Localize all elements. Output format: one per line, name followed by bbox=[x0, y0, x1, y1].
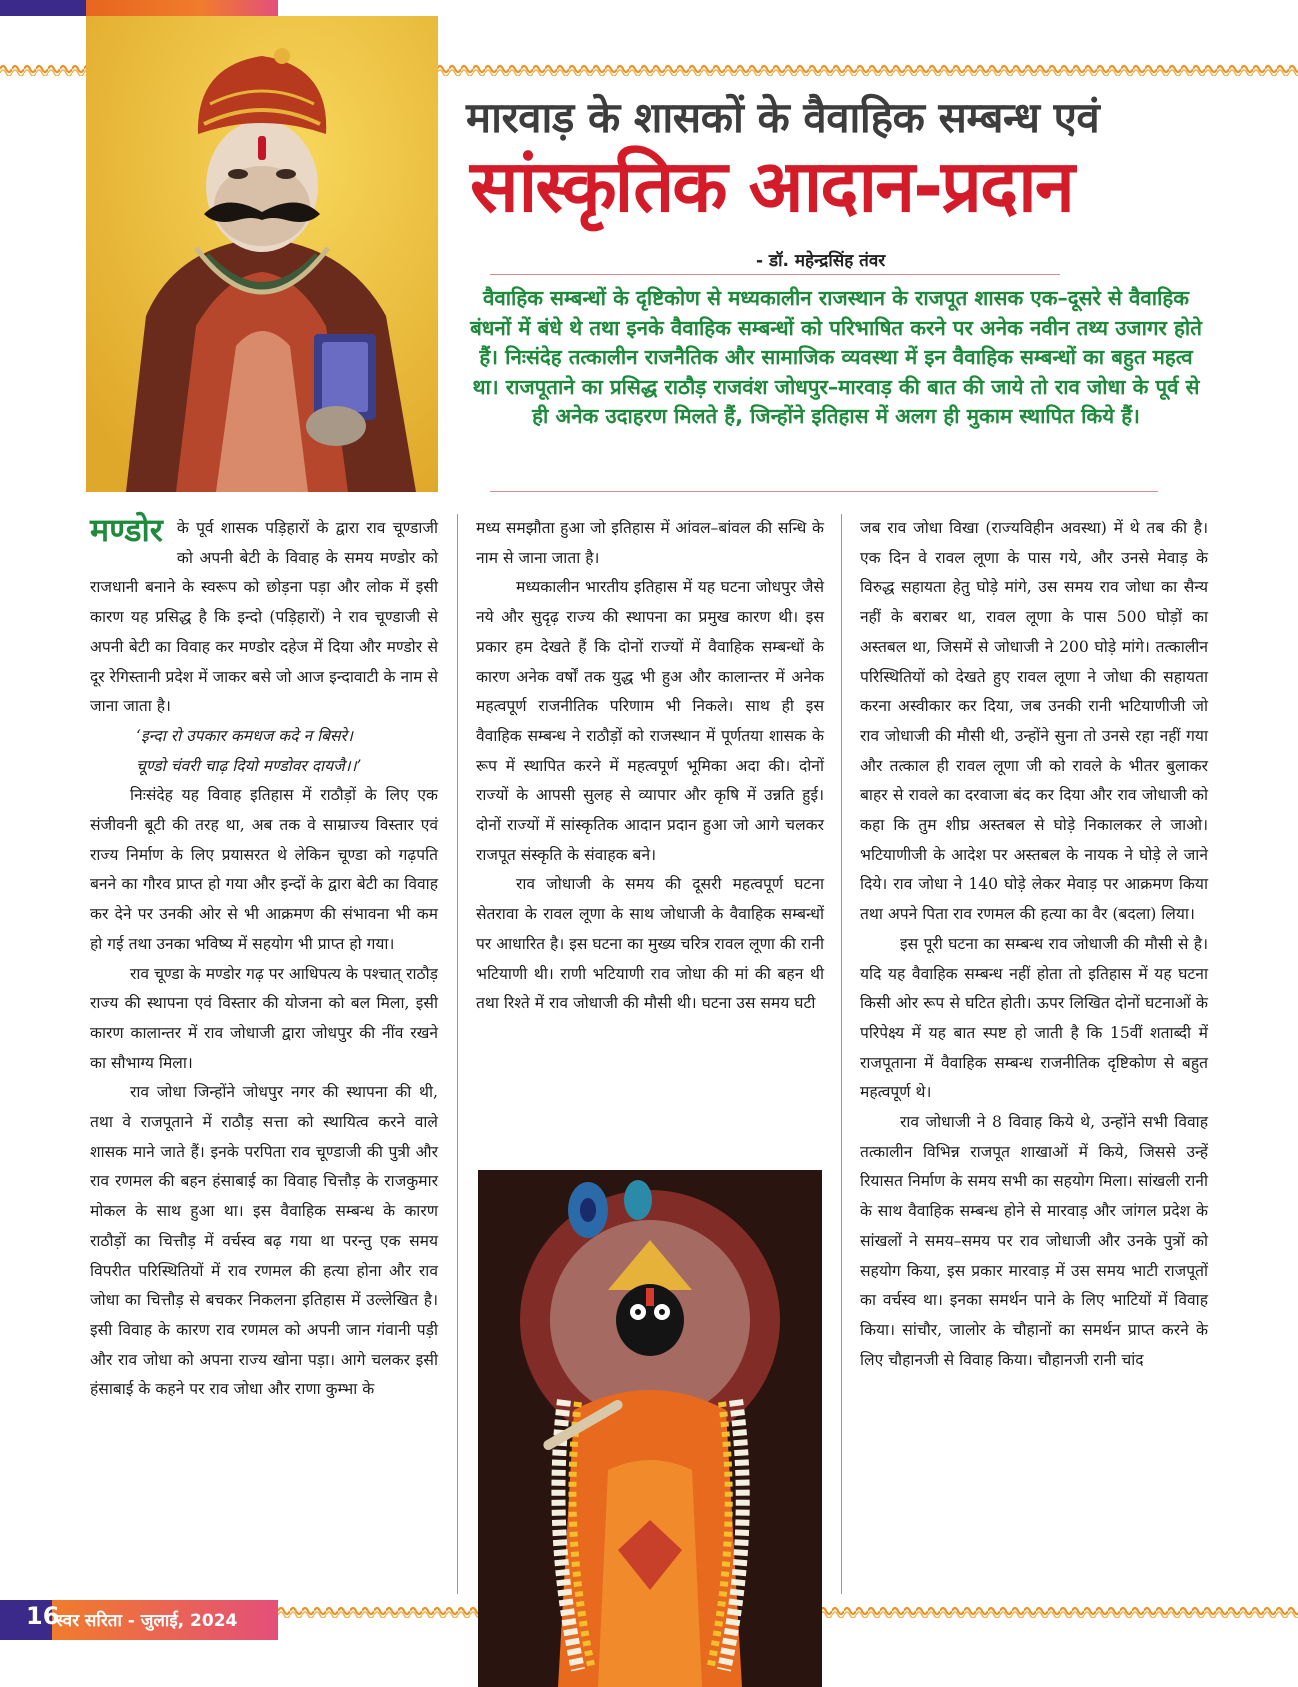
verse-line-2: चूण्डो चंवरी चाढ़ दियो मण्डोवर दायजै।।’ bbox=[136, 756, 362, 775]
intro-paragraph: वैवाहिक सम्बन्धों के दृष्टिकोण से मध्यकालीन राजस्थान के राजपूत शासक एक–दूसरे से वैवाहिक बंधनों में बंधे थे तथा इनके वैवाहिक सम्बन्धों को परिभाषित करने पर अनेक नवीन तथ्य उजागर होते हैं। निःसंदेह तत्कालीन राजनैतिक और सामाजिक व्यवस्था में इन वैवाहिक सम्बन्धों का बहुत महत्व था। राजपूताने का प्रसिद्ध राठौड़ राजवंश जोधपुर–मारवाड़ की बात की जाये तो राव जोधा के पूर्व से ही अनेक उदाहरण मिलते हैं, जिन्होंने इतिहास में अलग ही मुकाम स्थापित किये हैं। bbox=[470, 286, 1202, 428]
paragraph: राव जोधाजी के समय की दूसरी महत्वपूर्ण घटना सेतरावा के रावल लूणा के साथ जोधाजी के वैवाहिक सम्बन्धों पर आधारित है। इस घटना का मुख्य चरित्र रावल लूणा की रानी भटियाणी थी। राणी भटियाणी राव जोधा की मां की बहन थी तथा रिश्ते में राव जोधाजी की मौसी थी। घटना उस समय घटी bbox=[476, 875, 824, 1013]
column-divider-1 bbox=[457, 514, 458, 1594]
verse-line-1: ‘इन्दा रो उपकार कमधज कदे न बिसरे। bbox=[136, 726, 353, 745]
ornament-border-top-right bbox=[437, 62, 1298, 76]
top-color-strip-blue bbox=[0, 0, 86, 16]
text-column-1 bbox=[90, 511, 438, 1405]
paragraph: राव चूण्डा के मण्डोर गढ़ पर आधिपत्य के पश्चात् राठौड़ राज्य की स्थापना एवं विस्तार की योजना को बल मिला, इसी कारण कालान्तर में राव जोधाजी द्वारा जोधपुर की नींव रखने का सौभाग्य मिला। bbox=[90, 964, 438, 1072]
paragraph: मध्यकालीन भारतीय इतिहास में यह घटना जोधपुर जैसे नये और सुदृढ़ राज्य की स्थापना का प्रमुख कारण थी। इस प्रकार हम देखते हैं कि दोनों राज्यों में वैवाहिक सम्बन्धों के कारण अनेक वर्षों तक युद्ध भी हुअ और कालान्तर में अनेक महत्वपूर्ण राजनीतिक परिणाम भी निकले। साथ ही इस वैवाहिक सम्बन्ध ने राठौड़ों को राजस्थान में पूर्णतया शासक के रूप में स्थापित करने में महत्वपूर्ण भूमिका अदा की। दोनों राज्यों के आपसी सुलह से व्यापार और कृषि में उन्नति हुई। दोनों राज्यों में सांस्कृतिक आदान प्रदान हुआ जो आगे चलकर राजपूत संस्कृति के संवाहक बने। bbox=[476, 578, 824, 864]
paragraph: के पूर्व शासक पड़िहारों के द्वारा राव चूण्डाजी को अपनी बेटी के विवाह के समय मण्डोर को राजधानी बनाने के स्वरूप को छोड़ना पड़ा और लोक में इसी कारण यह प्रसिद्ध है कि इन्दो (पड़िहारों) ने राव चूण्डाजी से अपनी बेटी का विवाह कर मण्डोर दहेज में दिया और मण्डोर से दूर रेगिस्तानी प्रदेश में जाकर बसे जो आज इन्दावाटी के नाम से जाना जाता है। bbox=[90, 519, 438, 716]
ornament-border-bottom-left bbox=[278, 1604, 478, 1618]
paragraph: राव जोधा जिन्होंने जोधपुर नगर की स्थापना की थी, तथा वे राजपूताने में राठौड़ सत्ता को स्थायित्व करने वाले शासक माने जाते हैं। इनके परपिता राव चूण्डाजी की पुत्री और राव रणमल की बहन हंसाबाई का विवाह चित्तौड़ के राजकुमार मोकल के साथ हुआ था। इस वैवाहिक सम्बन्ध के कारण राठौड़ों का चित्तौड़ में वर्चस्व बढ़ गया था परन्तु एक समय विपरीत परिस्थितियों में राव रणमल की हत्या होना और राव जोधा का चित्तौड़ से बचकर निकलना इतिहास में उल्लेखित है। इसी विवाह के कारण राव रणमल को अपनी जान गंवानी पड़ी और राव जोधा को अपना राज्य खोना पड़ा। आगे चलकर इसी हंसाबाई के कहने पर राव जोधा और राणा कुम्भा के bbox=[90, 1083, 438, 1399]
deity-photo-image bbox=[478, 1170, 822, 1687]
paragraph: इस पूरी घटना का सम्बन्ध राव जोधाजी की मौसी से है। यदि यह वैवाहिक सम्बन्ध नहीं होता तो इतिहास में यह घटना किसी ओर रूप से घटित होती। ऊपर लिखित दोनों घटनाओं के परिपेक्ष्य में यह बात स्पष्ट हो जाती है कि 15वीं शताब्दी में राजपूताना में वैवाहिक सम्बन्ध राजनीतिक दृष्टिकोण से बहुत महत्वपूर्ण थे। bbox=[860, 934, 1208, 1102]
paragraph: जब राव जोधा विखा (राज्यविहीन अवस्था) में थे तब की है। एक दिन वे रावल लूणा के पास गये, और उनसे मेवाड़ के विरुद्ध सहायता हेतु घोड़े मांगे, उस समय राव जोधा का सैन्य नहीं के बराबर था, रावल लूणा के पास 500 घोड़ों का अस्तबल था, जिसमें से जोधाजी ने 200 घोड़े मांगे। तत्कालीन परिस्थितियों को देखते हुए रावल लूणा ने जोधा की सहायता करना अस्वीकार कर दिया, जब उनकी रानी भटियाणीजी जो राव जोधाजी की मौसी थी, उन्होंने सुना तो उनसे रहा नहीं गया और तत्काल ही रावल लूणा जी को रावले के भीतर बुलाकर बाहर से रावले का दरवाजा बंद कर दिया और राव जोधाजी को कहा कि तुम शीघ्र अस्तबल से घोड़े निकालकर ले जाओ। भटियाणीजी के आदेश पर अस्तबल के नायक ने घोड़े ले जाने दिये। राव जोधा ने 140 घोड़े लेकर मेवाड़ पर आक्रमण किया तथा अपने पिता राव रणमल की हत्या का वैर (बदला) लिया। bbox=[860, 519, 1208, 924]
paragraph: निःसंदेह यह विवाह इतिहास में राठौड़ों के लिए एक संजीवनी बूटी की तरह था, अब तक वे साम्राज्य विस्तार एवं राज्य निर्माण के लिए प्रयासरत थे लेकिन चूण्डा को गढ़पति बनने का गौरव प्राप्त हो गया और इन्दों के द्वारा बेटी का विवाह कर देने पर उनकी ओर से भी आक्रमण की संभावना भी कम हो गई तथा उनका भविष्य में सहयोग भी प्राप्त हो गया। bbox=[90, 786, 438, 953]
text-column-3 bbox=[860, 514, 1208, 1375]
column-divider-2 bbox=[841, 514, 842, 1594]
author-byline: - डॉ. महेन्द्रसिंह तंवर bbox=[756, 251, 886, 271]
page-number: 16 bbox=[26, 1602, 60, 1630]
ruler-portrait-image bbox=[86, 16, 438, 492]
ornament-border-bottom-right bbox=[820, 1604, 1298, 1618]
title-rule-top bbox=[490, 274, 1060, 275]
article-title-line-2: सांस्कृतिक आदान-प्रदान bbox=[470, 144, 1073, 228]
paragraph: राव जोधाजी ने 8 विवाह किये थे, उन्होंने सभी विवाह तत्कालीन विभिन्न राजपूत शाखाओं में किये, जिससे उन्हें रियासत निर्माण के समय सभी का सहयोग मिला। सांखली रानी के साथ वैवाहिक सम्बन्ध होने से मारवाड़ और जांगल प्रदेश के सांखलों ने समय–समय पर राव जोधाजी और उनके पुत्रों को सहयोग किया, इस प्रकार मारवाड़ में उस समय भाटी राजपूतों का वर्चस्व था। इनका समर्थन पाने के लिए भाटियों में विवाह किया। सांचौर, जालोर के चौहानों का समर्थन प्राप्त करने के लिए चौहानजी से विवाह किया। चौहानजी रानी चांद bbox=[860, 1113, 1208, 1369]
magazine-issue: स्वर सरिता - जुलाई, 2024 bbox=[56, 1611, 238, 1631]
text-column-2 bbox=[476, 514, 824, 1019]
intro-rule-bottom bbox=[490, 491, 1158, 492]
paragraph: मध्य समझौता हुआ जो इतिहास में आंवल–बांवल की सन्धि के नाम से जाना जाता है। bbox=[476, 519, 824, 567]
ornament-border-top-left bbox=[0, 62, 90, 76]
top-color-strip-orange bbox=[86, 0, 278, 16]
article-title-line-1: मारवाड़ के शासकों के वैवाहिक सम्बन्ध एवं bbox=[466, 93, 1100, 142]
dropcap-word: मण्डोर bbox=[90, 511, 163, 549]
footer-white-area bbox=[0, 1640, 278, 1687]
